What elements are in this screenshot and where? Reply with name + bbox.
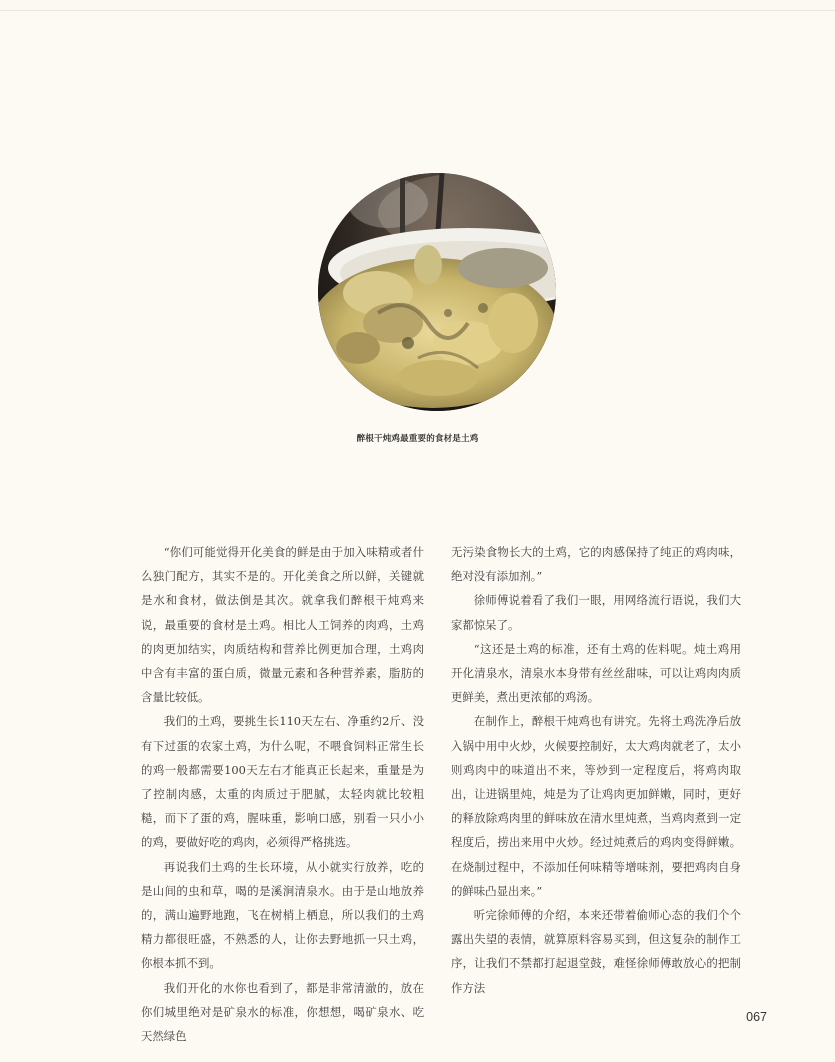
- paragraph: 在制作上，醉根干炖鸡也有讲究。先将土鸡洗净后放入锅中用中火炒，火候要控制好，太大鸡肉就老了，太小则鸡肉中的味道出不来，等炒到一定程度后，将鸡肉取出，让进锅里炖，炖是为了让鸡肉更加鲜嫩，同时，更好的释放除鸡肉里的鲜味放在清水里炖煮，当鸡肉煮到一定程度后，捞出来用中火炒。经过炖煮后的鸡肉变得鲜嫩。在烧制过程中，不添加任何味精等增味剂，要把鸡肉自身的鲜味凸显出来。”: [451, 714, 741, 898]
- paragraph: 无污染食物长大的土鸡，它的肉感保持了纯正的鸡肉味，绝对没有添加剂。”: [451, 545, 741, 584]
- chicken-dish-photo: [318, 173, 556, 411]
- paragraph: “你们可能觉得开化美食的鲜是由于加入味精或者什么独门配方，其实不是的。开化美食之所以鲜，关键就是水和食材，做法倒是其次。就拿我们醉根干炖鸡来说，最重要的食材是土鸡。相比人工饲养的肉鸡，土鸡的肉更加结实，肉质结构和营养比例更加合理，土鸡肉中含有丰富的蛋白质，微量元素和各种营养素，脂肪的含量比较低。: [141, 545, 424, 705]
- paragraph: 我们开化的水你也看到了，都是非常清澈的，放在你们城里绝对是矿泉水的标准，你想想，喝矿泉水、吃天然绿色: [141, 980, 424, 1044]
- paragraph: 听完徐师傅的介绍，本来还带着偷师心态的我们个个露出失望的表情，就算原料容易买到，但这复杂的制作工序，让我们不禁都打起退堂鼓，难怪徐师傅敢放心的把制作方法: [451, 908, 741, 995]
- page-number: 067: [746, 1010, 767, 1024]
- paragraph: 徐师傅说着看了我们一眼，用网络流行语说，我们大家都惊呆了。: [451, 593, 741, 632]
- paragraph: 再说我们土鸡的生长环境，从小就实行放养，吃的是山间的虫和草，喝的是溪涧清泉水。由于是山地放养的，满山遍野地跑，飞在树梢上栖息，所以我们的土鸡精力都很旺盛，不熟悉的人，让你去野地抓一只土鸡，你根本抓不到。: [141, 859, 424, 971]
- article-column-right: [451, 540, 741, 1000]
- paragraph: “这还是土鸡的标准，还有土鸡的佐料呢。炖土鸡用开化清泉水，清泉水本身带有丝丝甜味，可以让鸡肉肉质更鲜美，煮出更浓郁的鸡汤。: [451, 641, 741, 705]
- chicken-dish-image: [318, 173, 556, 411]
- photo-caption: 醉根干炖鸡最重要的食材是土鸡: [356, 434, 479, 444]
- page-header-rule: [0, 0, 835, 11]
- paragraph: 我们的土鸡，要挑生长110天左右、净重约2斤、没有下过蛋的农家土鸡，为什么呢，不喂食饲料正常生长的鸡一般都需要100天左右才能真正长起来，重量是为了控制肉感，太重的肉质过于肥腻，太轻肉就比较粗糙，而下了蛋的鸡，腥味重，影响口感，别看一只小小的鸡，要做好吃的鸡肉，必须得严格挑选。: [141, 714, 424, 850]
- article-column-left: [141, 540, 424, 1048]
